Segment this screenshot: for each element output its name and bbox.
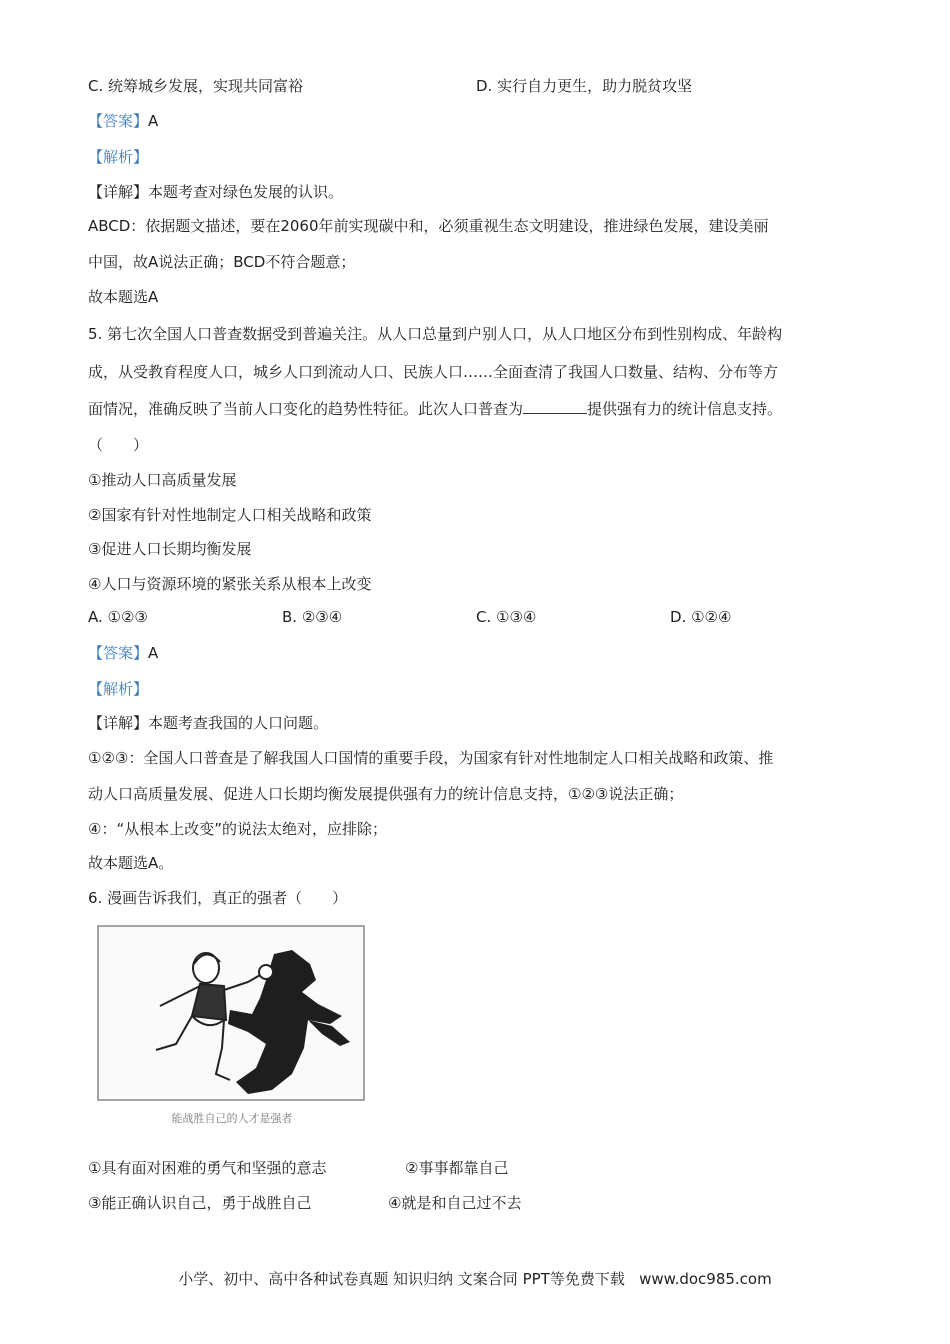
q4-explain-line2: 中国，故A说法正确；BCD不符合题意；	[88, 253, 356, 271]
q5-explain-line1: ①②③：全国人口普查是了解我国人口国情的重要手段，为国家有针对性地制定人口相关战略和政策、推	[88, 749, 774, 767]
q5-item-3: ③促进人口长期均衡发展	[88, 540, 252, 558]
q4-analysis-tag: 【解析】	[88, 148, 149, 166]
q5-stem-line1: 5. 第七次全国人口普查数据受到普遍关注。从人口总量到户别人口，从人口地区分布到性别构成、年龄构	[88, 325, 783, 343]
answer-tag: 【答案】	[88, 644, 149, 662]
footer	[0, 1268, 950, 1289]
q5-stem-line2: 成，从受教育程度人口，城乡人口到流动人口、民族人口……全面查清了我国人口数量、结构、分布等方	[88, 363, 779, 381]
q5-answer-row	[88, 643, 158, 663]
fill-blank	[523, 399, 587, 414]
q5-explain-line2: 动人口高质量发展、促进人口长期均衡发展提供强有力的统计信息支持，①②③说法正确；	[88, 785, 684, 803]
q4-option-d: D. 实行自力更生，助力脱贫攻坚	[476, 77, 693, 95]
q5-item-2: ②国家有针对性地制定人口相关战略和政策	[88, 506, 372, 524]
q4-option-c: C. 统筹城乡发展，实现共同富裕	[88, 77, 304, 95]
q5-stem-line3a: 面情况，准确反映了当前人口变化的趋势性特征。此次人口普查为	[88, 400, 524, 418]
q5-option-b: B. ②③④	[282, 608, 343, 626]
q5-explain-line3: ④：“从根本上改变”的说法太绝对，应排除；	[88, 820, 387, 838]
q5-option-c: C. ①③④	[476, 608, 537, 626]
q4-answer: A	[148, 112, 159, 130]
detail-tag: 【详解】	[88, 183, 149, 201]
q6-stem: 6. 漫画告诉我们，真正的强者（ ）	[88, 889, 348, 907]
cartoon-caption: 能战胜自己的人才是强者	[171, 1112, 293, 1125]
q5-stem-line3b: 提供强有力的统计信息支持。	[587, 400, 783, 418]
q4-explain-line1: ABCD：依据题文描述，要在2060年前实现碳中和，必须重视生态文明建设，推进绿色发展，建设美丽	[88, 217, 769, 235]
q5-option-a: A. ①②③	[88, 608, 148, 626]
q5-paren: （ ）	[88, 436, 149, 454]
q6-item-2: ②事事都靠自己	[405, 1159, 509, 1177]
detail-tag: 【详解】	[88, 714, 149, 732]
answer-tag: 【答案】	[88, 112, 149, 130]
cartoon-image	[96, 924, 368, 1130]
q6-item-3: ③能正确认识自己，勇于战胜自己	[88, 1194, 312, 1212]
footer-text: 小学、初中、高中各种试卷真题 知识归纳 文案合同 PPT等免费下载	[178, 1270, 625, 1288]
q5-option-d: D. ①②④	[670, 608, 732, 626]
q5-stem-line3	[88, 399, 782, 419]
q6-item-4: ④就是和自己过不去	[388, 1194, 522, 1212]
q5-answer: A	[148, 644, 159, 662]
q5-item-1: ①推动人口高质量发展	[88, 471, 237, 489]
q5-conclusion: 故本题选A。	[88, 854, 174, 872]
q5-detail-row	[88, 713, 328, 733]
q4-conclusion: 故本题选A	[88, 288, 159, 306]
q4-answer-row	[88, 111, 158, 131]
q5-item-4: ④人口与资源环境的紧张关系从根本上改变	[88, 575, 372, 593]
q5-analysis-tag: 【解析】	[88, 680, 149, 698]
footer-site-link[interactable]: www.doc985.com	[639, 1270, 772, 1288]
q4-detail-text: 本题考查对绿色发展的认识。	[148, 183, 344, 201]
q4-detail-row	[88, 182, 343, 202]
q6-item-1: ①具有面对困难的勇气和坚强的意志	[88, 1159, 327, 1177]
q5-detail-text: 本题考查我国的人口问题。	[148, 714, 329, 732]
